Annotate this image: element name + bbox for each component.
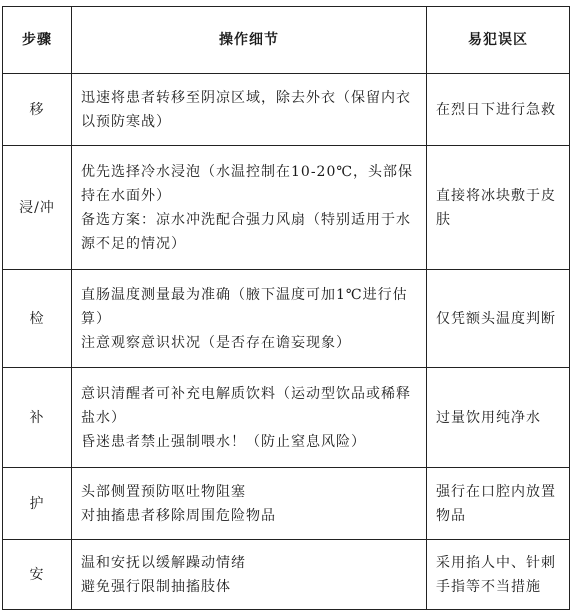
detail-line: 意识清醒者可补充电解质饮料（运动型饮品或稀释盐水） [81,385,411,426]
table-row [3,74,570,146]
mistake-cell: 直接将冰块敷于皮肤 [427,146,570,270]
table-row [3,146,570,270]
mistake-cell: 强行在口腔内放置物品 [427,468,570,540]
detail-line: 昏迷患者禁止强制喂水！（防止窒息风险） [81,433,366,450]
detail-line: 头部侧置预防呕吐物阻塞 [81,483,246,500]
table-row [3,468,570,540]
detail-cell [72,368,427,468]
step-cell: 补 [3,368,72,468]
header-operation-details: 操作细节 [72,7,427,74]
detail-cell [72,540,427,610]
detail-cell [72,468,427,540]
step-cell: 护 [3,468,72,540]
header-step: 步骤 [3,7,72,74]
detail-line: 直肠温度测量最为准确（腋下温度可加1℃进行估算） [81,286,408,327]
header-common-mistakes: 易犯误区 [427,7,570,74]
heatstroke-first-aid-document [2,6,569,610]
table-header-row [3,7,570,74]
table-row [3,368,570,468]
detail-line: 迅速将患者转移至阴凉区域，除去外衣（保留内衣以预防寒战） [81,89,411,130]
table-row [3,270,570,368]
detail-line: 优先选择冷水浸泡（水温控制在10-20℃，头部保持在水面外） [81,163,414,204]
mistake-cell: 仅凭额头温度判断 [427,270,570,368]
mistake-cell: 过量饮用纯净水 [427,368,570,468]
detail-line: 注意观察意识状况（是否存在谵妄现象） [81,334,351,351]
detail-line: 温和安抚以缓解躁动情绪 [81,554,246,571]
mistake-cell: 在烈日下进行急救 [427,74,570,146]
step-cell: 移 [3,74,72,146]
detail-line: 避免强行限制抽搐肢体 [81,578,231,595]
step-cell: 检 [3,270,72,368]
detail-cell [72,146,427,270]
detail-line: 对抽搐患者移除周围危险物品 [81,507,276,524]
detail-cell [72,74,427,146]
first-aid-steps-table [2,6,570,610]
step-cell: 浸/冲 [3,146,72,270]
step-cell: 安 [3,540,72,610]
mistake-cell: 采用掐人中、针刺手指等不当措施 [427,540,570,610]
detail-cell [72,270,427,368]
detail-line: 备选方案：凉水冲洗配合强力风扇（特别适用于水源不足的情况） [81,211,411,252]
table-row [3,540,570,610]
